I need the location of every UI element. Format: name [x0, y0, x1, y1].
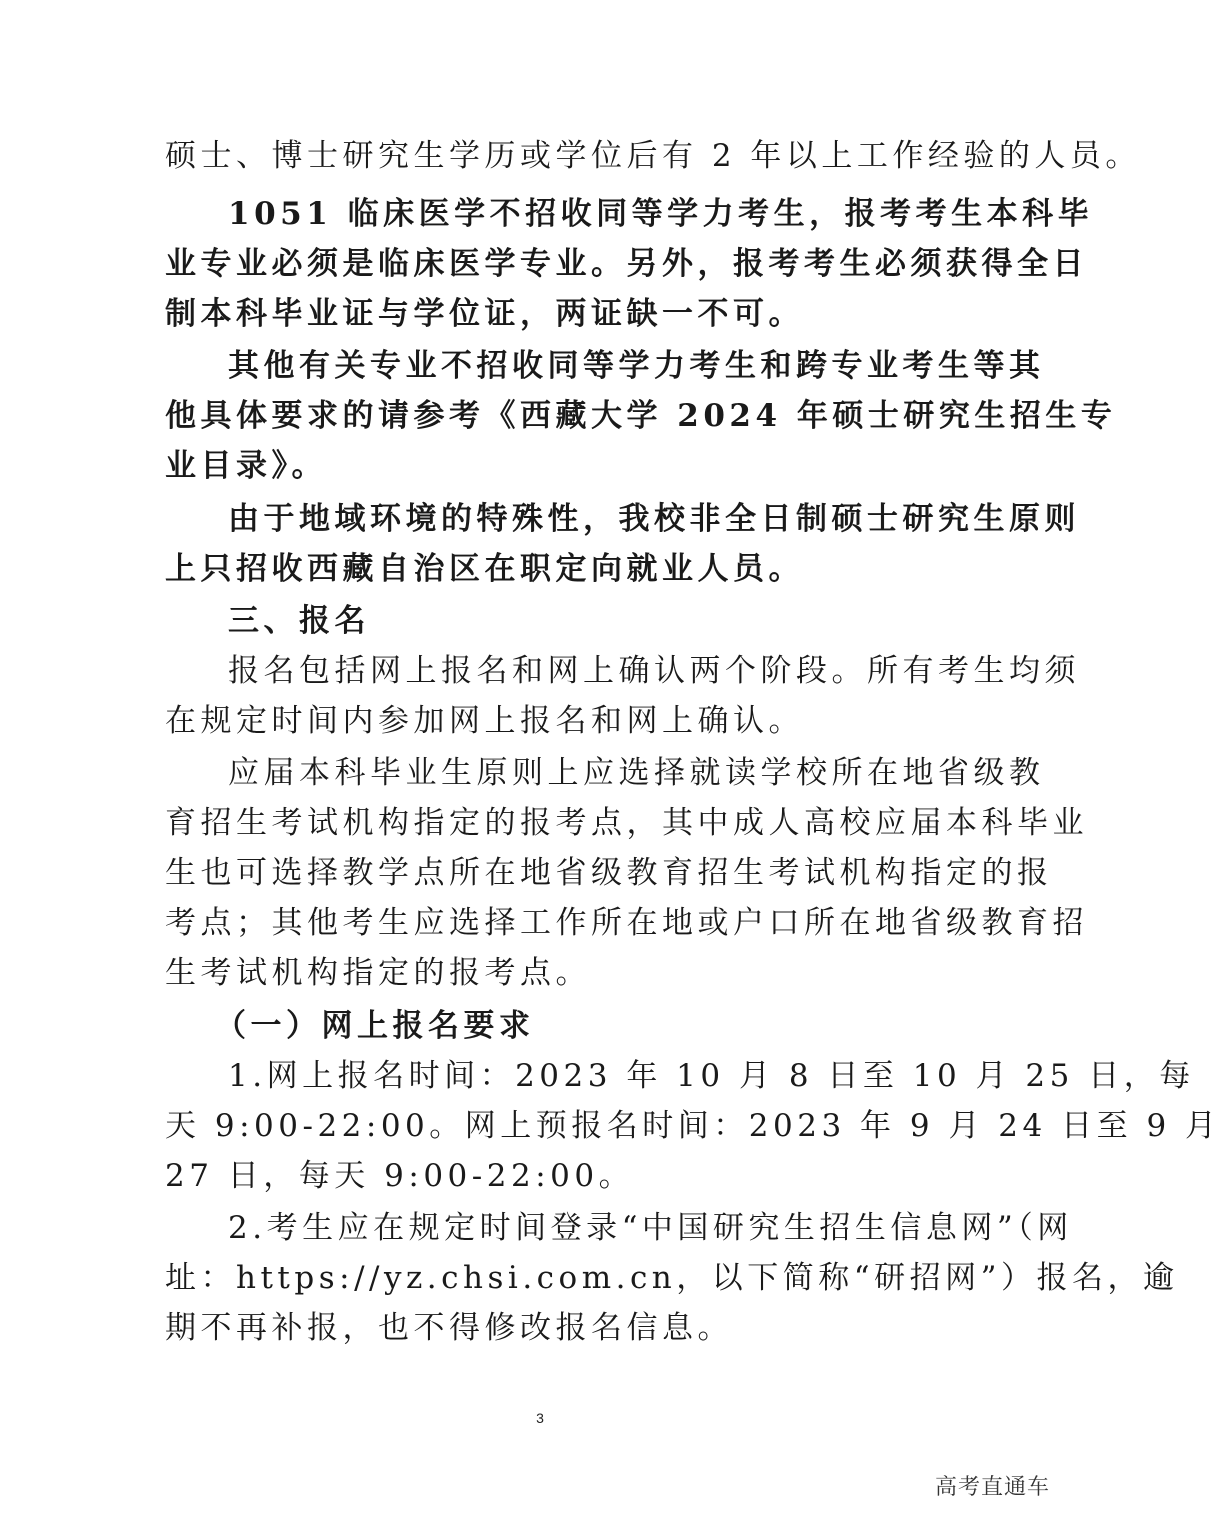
paragraph-line: 由于地域环境的特殊性，我校非全日制硕士研究生原则: [228, 501, 1080, 537]
paragraph-line: 期不再补报，也不得修改报名信息。: [165, 1310, 733, 1346]
paragraph-line: 其他有关专业不招收同等学力考生和跨专业考生等其: [228, 348, 1045, 384]
section-heading: 三、报名: [228, 603, 370, 639]
paragraph-line: 硕士、博士研究生学历或学位后有 2 年以上工作经验的人员。: [165, 138, 1141, 174]
paragraph-line: 上只招收西藏自治区在职定向就业人员。: [165, 551, 804, 587]
paragraph-line: 育招生考试机构指定的报考点，其中成人高校应届本科毕业: [165, 805, 1088, 841]
paragraph-line: 考点；其他考生应选择工作所在地或户口所在地省级教育招: [165, 905, 1088, 941]
paragraph-line: 生也可选择教学点所在地省级教育招生考试机构指定的报: [165, 855, 1053, 891]
paragraph-line: 报名包括网上报名和网上确认两个阶段。所有考生均须: [228, 653, 1080, 689]
paragraph-line: 制本科毕业证与学位证，两证缺一不可。: [165, 296, 804, 332]
watermark: 高考直通车: [934, 1475, 1050, 1500]
paragraph-line: 址：https://yz.chsi.com.cn，以下简称“研招网”）报名，逾: [165, 1260, 1179, 1296]
paragraph-line: 他具体要求的请参考《西藏大学 2024 年硕士研究生招生专: [165, 398, 1117, 434]
paragraph-line: 生考试机构指定的报考点。: [165, 955, 591, 991]
subsection-heading: （一）网上报名要求: [215, 1008, 535, 1044]
paragraph-line: 在规定时间内参加网上报名和网上确认。: [165, 703, 804, 739]
paragraph-line: 业专业必须是临床医学专业。另外，报考考生必须获得全日: [165, 246, 1088, 282]
paragraph-line: 天 9:00-22:00。网上预报名时间：2023 年 9 月 24 日至 9 月: [165, 1108, 1221, 1144]
paragraph-line: 1.网上报名时间：2023 年 10 月 8 日至 10 月 25 日，每: [228, 1058, 1195, 1094]
paragraph-line: 业目录》。: [165, 448, 327, 484]
paragraph-line: 2.考生应在规定时间登录“中国研究生招生信息网”（网: [228, 1210, 1073, 1246]
page-number: 3: [536, 1410, 544, 1426]
paragraph-line: 1051 临床医学不招收同等学力考生，报考考生本科毕: [228, 196, 1094, 232]
paragraph-line: 27 日，每天 9:00-22:00。: [165, 1158, 635, 1194]
paragraph-line: 应届本科毕业生原则上应选择就读学校所在地省级教: [228, 755, 1045, 791]
